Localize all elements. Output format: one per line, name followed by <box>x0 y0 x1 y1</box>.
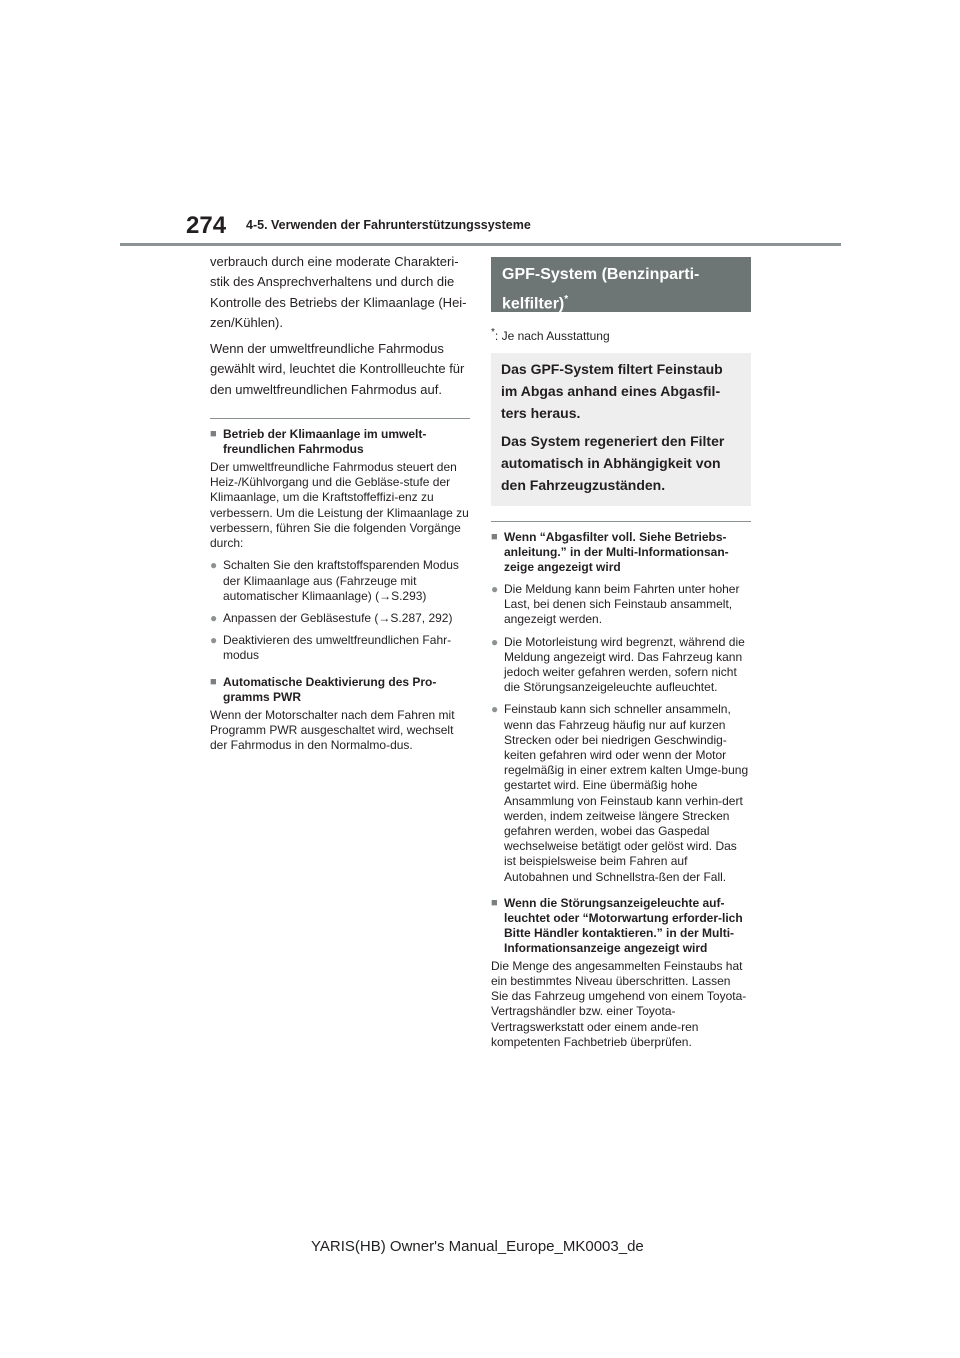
malfunction-section <box>491 896 751 1050</box>
header-rule <box>120 243 841 246</box>
list-item <box>210 558 470 604</box>
pwr-heading-text: Automatische Deaktivierung des Pro-gramms PWR <box>223 674 437 704</box>
left-column <box>210 252 470 753</box>
list-item-text: Die Meldung kann beim Fahrten unter hoher Last, bei denen sich Feinstaub ansammelt, angezeigt werden. <box>504 582 740 627</box>
list-item <box>491 702 751 884</box>
intro-line: zen/Kühlen). <box>210 314 283 330</box>
pwr-body: Wenn der Motorschalter nach dem Fahren mit Programm PWR ausgeschaltet wird, wechselt der Fahrmodus in den Normalmo-dus. <box>210 707 455 752</box>
list-item-text: Feinstaub kann sich schneller ansammeln, wenn das Fahrzeug häufig nur auf kurzen Strecken oder bei niedrigen Geschwindig-keiten gefahren wird oder wenn der Motor regelmäßig in einer extrem kalten Umge-bung gestartet wird. Eine übermäßig hohe Ansammlung von Feinstaub kann verhin-dert werden, indem zeitweise längere Strecken gefahren werden, wobei das Gaspedal wechselweise betätigt oder gelöst wird. Das ist beispielsweise beim Fahren auf Autobahnen und Schnellstra-ßen der Fall. <box>504 702 749 884</box>
malfunction-heading-text: Wenn die Störungsanzeigeleuchte auf-leuchtet oder “Motorwartung erforder-lich Bitte Händler kontaktieren.” in der Multi-Informationsanzeige angezeigt wird <box>504 895 743 955</box>
list-item <box>491 582 751 628</box>
filter-full-heading <box>491 530 751 575</box>
footnote-marker: * <box>491 327 495 338</box>
footnote-text: : Je nach Ausstattung <box>494 329 610 343</box>
intro-line: Kontrolle des Betriebs der Klimaanlage (Hei- <box>210 294 467 310</box>
round-bullet-icon: ● <box>210 558 218 573</box>
footnote <box>491 326 751 343</box>
list-item-text: Die Motorleistung wird begrenzt, während die Meldung angezeigt wird. Das Fahrzeug kann jedoch weiter gefahren werden, sofern nicht die Störungsanzeigeleuchte aufleuchtet. <box>504 634 745 695</box>
list-item-text: Deaktivieren des umweltfreundlichen Fahr-modus <box>223 633 452 663</box>
list-item <box>210 633 470 663</box>
gpf-section-header <box>491 257 751 312</box>
climate-heading <box>210 427 470 457</box>
climate-section <box>210 427 470 663</box>
section-rule <box>491 521 751 522</box>
summary-box <box>491 353 751 506</box>
filter-full-heading-text: Wenn “Abgasfilter voll. Siehe Betriebs-anleitung.” in der Multi-Informationsan-zeige angezeigt wird <box>504 530 729 574</box>
intro-line: gewählt wird, leuchtet die Kontrollleuchte für <box>210 361 465 377</box>
square-bullet-icon: ■ <box>210 428 217 441</box>
pwr-heading <box>210 675 470 705</box>
round-bullet-icon: ● <box>210 610 218 625</box>
gpf-title: GPF-System (Benzinparti-kelfilter) <box>502 266 700 313</box>
intro-line: den umweltfreundlichen Fahrmodus auf. <box>210 381 442 397</box>
malfunction-heading <box>491 896 751 956</box>
summary-paragraph: Das System regeneriert den Filter automatisch in Abhängigkeit von den Fahrzeugzuständen. <box>501 433 725 493</box>
malfunction-body: Die Menge des angesammelten Feinstaubs hat ein bestimmtes Niveau überschritten. Lassen Sie das Fahrzeug umgehend von einem Toyota-Vertragshändler bzw. einer Toyota-Vertragswerkstatt oder einem ande-ren kompetenten Fachbetrieb überprüfen. <box>491 958 747 1049</box>
climate-body: Der umweltfreundliche Fahrmodus steuert den Heiz-/Kühlvorgang und die Gebläse-stufe der Klimaanlage, um die Kraftstoffeffizi-enz zu verbessern. Um die Leistung der Klimaanlage zu verbessern, führen Sie die folgenden Vorgänge durch: <box>210 460 469 551</box>
footer-text: YARIS(HB) Owner's Manual_Europe_MK0003_de <box>311 1238 644 1255</box>
intro-line: stik des Ansprechverhaltens und durch die <box>210 274 455 290</box>
summary-paragraph: Das GPF-System filtert Feinstaub im Abgas anhand eines Abgasfil-ters heraus. <box>501 361 723 421</box>
round-bullet-icon: ● <box>491 702 499 717</box>
chapter-title: 4-5. Verwenden der Fahrunterstützungssysteme <box>246 218 531 232</box>
list-item-text: Schalten Sie den kraftstoffsparenden Modus der Klimaanlage aus (Fahrzeuge mit automatischer Klimaanlage) (→S.293) <box>223 558 459 603</box>
round-bullet-icon: ● <box>491 634 499 649</box>
intro-line: Wenn der umweltfreundliche Fahrmodus <box>210 341 444 357</box>
square-bullet-icon: ■ <box>210 675 217 688</box>
list-item-text: Anpassen der Gebläsestufe (→S.287, 292) <box>223 610 453 625</box>
list-item <box>210 611 470 626</box>
climate-heading-text: Betrieb der Klimaanlage im umwelt-freundlichen Fahrmodus <box>223 427 427 457</box>
round-bullet-icon: ● <box>491 582 499 596</box>
intro-line: verbrauch durch eine moderate Charakteri- <box>210 254 459 269</box>
page-number: 274 <box>186 212 227 239</box>
section-rule <box>210 418 470 419</box>
square-bullet-icon: ■ <box>491 896 498 909</box>
square-bullet-icon: ■ <box>491 531 498 543</box>
round-bullet-icon: ● <box>210 633 218 648</box>
right-column <box>491 257 751 1050</box>
pwr-section <box>210 675 470 754</box>
list-item <box>491 635 751 696</box>
footnote-marker: * <box>564 294 569 305</box>
intro-text <box>210 252 470 400</box>
filter-full-section <box>491 530 751 885</box>
